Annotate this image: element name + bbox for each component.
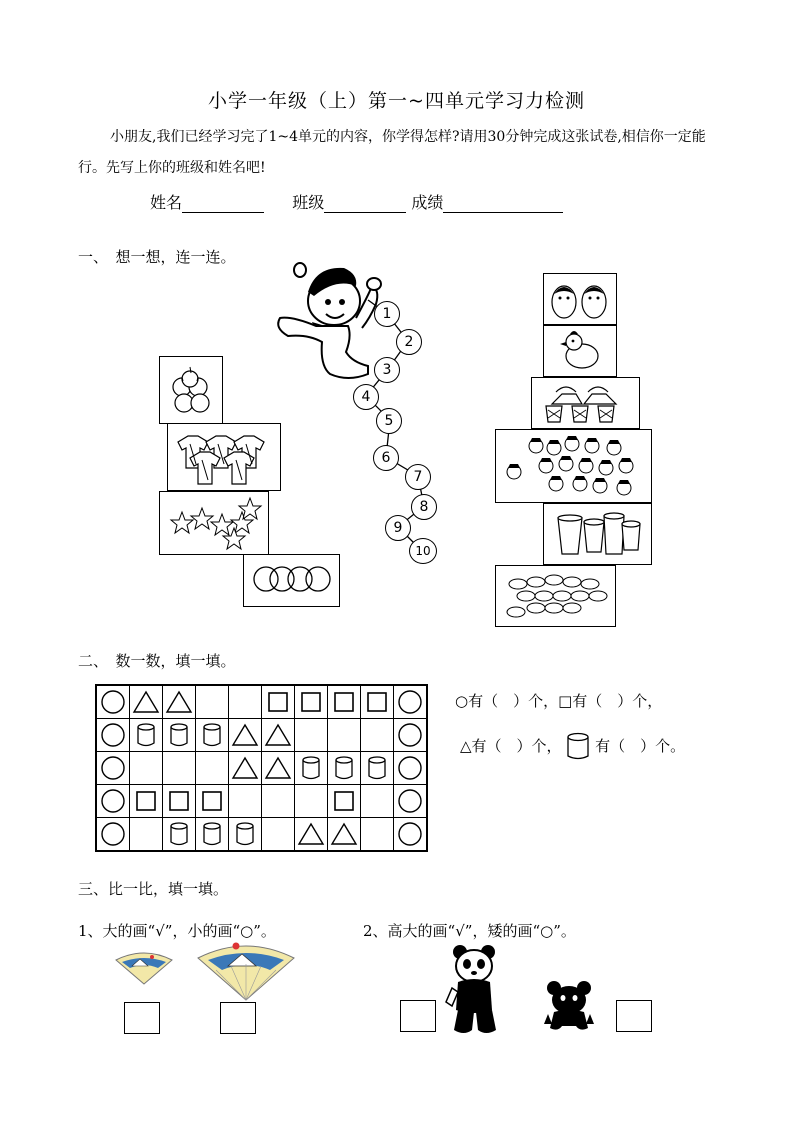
small-fan-icon: [114, 950, 174, 986]
grid-cell: [96, 785, 130, 818]
number-5[interactable]: 5: [376, 408, 402, 434]
number-3[interactable]: 3: [374, 357, 400, 383]
cartoon-animals-icon: [496, 430, 651, 502]
cylinder-icon: [333, 754, 355, 782]
apples-card[interactable]: [159, 356, 223, 424]
page-title: 小学一年级（上）第一~四单元学习力检测: [208, 90, 585, 112]
circle-count-text[interactable]: ○有（ ）个，: [455, 692, 559, 710]
cylinder-count-text[interactable]: 有（ ）个。: [595, 737, 686, 755]
triangle-icon: [230, 755, 260, 781]
grid-cell: [328, 685, 361, 719]
square-count-text[interactable]: □有（ ）个，: [558, 692, 663, 710]
cylinder-icon: [566, 732, 590, 762]
grid-cell: [229, 685, 262, 719]
intro-paragraph: 小朋友,我们已经学习完了1~4单元的内容，你学得怎样?请用30分钟完成这张试卷,相信你一定能行。先写上你的班级和姓名吧!: [78, 129, 706, 176]
square-icon: [331, 788, 357, 814]
basket-icon: [532, 378, 639, 428]
grid-cell: [295, 685, 328, 719]
grid-cell: [196, 785, 229, 818]
name-label: 姓名: [150, 193, 183, 212]
grid-cell: [262, 785, 295, 818]
triangle-icon: [296, 821, 326, 847]
cups-card[interactable]: [543, 503, 652, 565]
square-icon: [298, 689, 324, 715]
grid-cell: [96, 818, 130, 852]
circle-icon: [396, 820, 424, 848]
grid-cell: [96, 719, 130, 752]
triangle-icon: [164, 689, 194, 715]
grid-cell: [96, 752, 130, 785]
grid-cell: [328, 752, 361, 785]
grid-row: [96, 752, 427, 785]
grid-cell: [229, 752, 262, 785]
cylinder-icon: [234, 820, 256, 848]
grid-cell: [163, 785, 196, 818]
grid-cell: [229, 785, 262, 818]
cylinder-icon: [300, 754, 322, 782]
cylinder-icon: [135, 721, 157, 749]
stars-card[interactable]: [159, 491, 269, 555]
grid-cell: [295, 719, 328, 752]
apple-icon: [160, 357, 222, 423]
square-icon: [133, 788, 159, 814]
section1-heading: 一、 想一想，连一连。: [78, 248, 236, 266]
cylinder-icon: [366, 754, 388, 782]
grid-row: [96, 818, 427, 852]
number-4[interactable]: 4: [353, 384, 379, 410]
grid-cell: [262, 818, 295, 852]
rings-icon: [244, 555, 339, 606]
short-bear-icon: [542, 980, 598, 1038]
grid-cell: [196, 752, 229, 785]
cookie-icon: [496, 566, 615, 626]
cylinder-icon: [201, 721, 223, 749]
tall-bear-icon: [444, 942, 508, 1040]
triangle-icon: [131, 689, 161, 715]
grid-cell: [295, 785, 328, 818]
grid-cell: [394, 752, 428, 785]
answer-box-small-fan[interactable]: [124, 1002, 160, 1034]
circle-icon: [99, 754, 127, 782]
question-1: 1、大的画“√”，小的画“○”。: [78, 922, 276, 940]
grid-cell: [130, 752, 163, 785]
triangle-icon: [230, 722, 260, 748]
grid-cell: [96, 685, 130, 719]
circle-icon: [99, 787, 127, 815]
penguin-icon: [544, 274, 616, 324]
olympic-rings-card[interactable]: [243, 554, 340, 607]
grid-cell: [328, 818, 361, 852]
large-fan-icon: [196, 940, 296, 1002]
grid-cell: [196, 685, 229, 719]
grid-cell: [394, 685, 428, 719]
shirt-icon: [168, 424, 280, 490]
cup-icon: [544, 504, 651, 564]
baskets-card[interactable]: [531, 377, 640, 429]
cylinder-icon: [168, 721, 190, 749]
grid-cell: [130, 785, 163, 818]
circle-icon: [396, 754, 424, 782]
grid-cell: [130, 685, 163, 719]
answer-box-tall-bear[interactable]: [400, 1000, 436, 1032]
grid-cell: [394, 785, 428, 818]
grid-cell: [361, 785, 394, 818]
grid-cell: [262, 685, 295, 719]
grid-cell: [130, 719, 163, 752]
square-icon: [199, 788, 225, 814]
answer-box-large-fan[interactable]: [220, 1002, 256, 1034]
number-9[interactable]: 9: [385, 515, 411, 541]
grid-cell: [163, 818, 196, 852]
grid-row: [96, 685, 427, 719]
chick-icon: [544, 326, 616, 376]
grid-cell: [328, 785, 361, 818]
grid-cell: [295, 818, 328, 852]
grid-cell: [361, 752, 394, 785]
circle-icon: [99, 721, 127, 749]
square-icon: [331, 689, 357, 715]
triangle-icon: [263, 755, 293, 781]
triangle-count-text[interactable]: △有（ ）个，: [460, 737, 562, 755]
triangle-icon: [263, 722, 293, 748]
circle-icon: [99, 688, 127, 716]
grid-cell: [229, 719, 262, 752]
grid-cell: [361, 818, 394, 852]
grid-cell: [196, 818, 229, 852]
chick-card[interactable]: [543, 325, 617, 377]
number-6[interactable]: 6: [373, 445, 399, 471]
grid-cell: [394, 719, 428, 752]
shirts-card[interactable]: [167, 423, 281, 491]
cookies-card[interactable]: [495, 565, 616, 627]
penguins-card[interactable]: [543, 273, 617, 325]
section2-heading: 二、 数一数，填一填。: [78, 652, 236, 670]
section3-heading: 三、比一比，填一填。: [78, 880, 229, 898]
star-icon: [160, 492, 268, 554]
circle-icon: [99, 820, 127, 848]
answer-box-short-bear[interactable]: [616, 1000, 652, 1032]
class-label: 班级: [292, 193, 325, 212]
grid-row: [96, 785, 427, 818]
square-icon: [166, 788, 192, 814]
grid-cell: [229, 818, 262, 852]
animals-group-card[interactable]: [495, 429, 652, 503]
grid-cell: [295, 752, 328, 785]
number-8[interactable]: 8: [411, 494, 437, 520]
number-2[interactable]: 2: [396, 329, 422, 355]
grid-cell: [196, 719, 229, 752]
grid-cell: [361, 719, 394, 752]
number-7[interactable]: 7: [405, 464, 431, 490]
shape-count-grid: [95, 684, 428, 852]
circle-icon: [396, 787, 424, 815]
grid-cell: [394, 818, 428, 852]
grid-cell: [163, 719, 196, 752]
grid-cell: [328, 719, 361, 752]
cylinder-icon: [201, 820, 223, 848]
grid-cell: [163, 685, 196, 719]
circle-icon: [396, 688, 424, 716]
triangle-icon: [329, 821, 359, 847]
grid-cell: [361, 685, 394, 719]
grid-cell: [130, 818, 163, 852]
question-2: 2、高大的画“√”，矮的画“○”。: [363, 922, 576, 940]
grid-cell: [163, 752, 196, 785]
fill-line-2: [460, 732, 685, 762]
square-icon: [364, 689, 390, 715]
score-label: 成绩: [411, 193, 444, 212]
circle-icon: [396, 721, 424, 749]
grid-cell: [262, 719, 295, 752]
number-1[interactable]: 1: [374, 301, 400, 327]
fill-line-1: [455, 690, 662, 711]
square-icon: [265, 689, 291, 715]
grid-cell: [262, 752, 295, 785]
grid-row: [96, 719, 427, 752]
cylinder-icon: [168, 820, 190, 848]
number-10[interactable]: 10: [409, 538, 437, 564]
